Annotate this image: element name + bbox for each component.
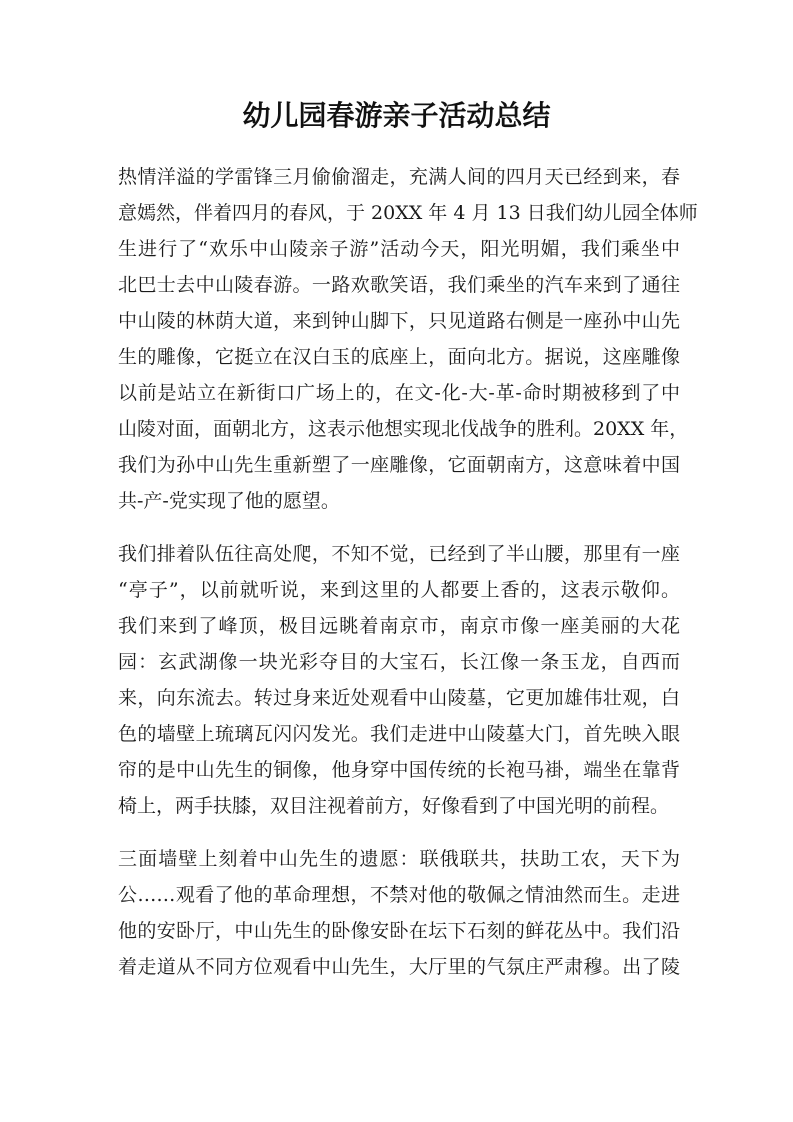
text-line: 我们来到了峰顶，极目远眺着南京市，南京市像一座美丽的大花: [118, 615, 680, 637]
text-line: 我们为孙中山先生重新塑了一座雕像，它面朝南方，这意味着中国: [118, 454, 680, 476]
document-title: 幼儿园春游亲子活动总结: [242, 99, 551, 132]
text-line: 三面墙壁上刻着中山先生的遗愿：联俄联共，扶助工农，天下为: [118, 848, 680, 870]
text-line: 生的雕像，它挺立在汉白玉的底座上，面向北方。据说，这座雕像: [118, 346, 680, 368]
text-line: 以前是站立在新街口广场上的，在文-化-大-革-命时期被移到了中: [118, 382, 680, 404]
paragraph-2: [118, 536, 680, 824]
paragraph-1: [118, 159, 698, 519]
text-line: 色的墙壁上琉璃瓦闪闪发光。我们走进中山陵墓大门，首先映入眼: [118, 723, 680, 745]
text-line: 北巴士去中山陵春游。一路欢歌笑语，我们乘坐的汽车来到了通往: [118, 274, 680, 296]
text-line: 山陵对面，面朝北方，这表示他想实现北伐战争的胜利。20XX 年，: [118, 418, 689, 440]
text-line: 我们排着队伍往高处爬，不知不觉，已经到了半山腰，那里有一座: [118, 543, 680, 565]
document-body: [118, 159, 698, 1002]
text-line: 他的安卧厅，中山先生的卧像安卧在坛下石刻的鲜花丛中。我们沿: [118, 920, 680, 942]
paragraph-3: [118, 841, 680, 985]
text-line: “亭子”，以前就听说，来到这里的人都要上香的，这表示敬仰。: [118, 579, 680, 601]
text-line: 着走道从不同方位观看中山先生，大厅里的气氛庄严肃穆。出了陵: [118, 956, 680, 978]
text-line: 中山陵的林荫大道，来到钟山脚下，只见道路右侧是一座孙中山先: [118, 310, 680, 332]
text-line: 帘的是中山先生的铜像，他身穿中国传统的长袍马褂，端坐在靠背: [118, 759, 680, 781]
text-line: 意嫣然，伴着四月的春风，于 20XX 年 4 月 13 日我们幼儿园全体师: [118, 202, 698, 224]
text-line: 共-产-党实现了他的愿望。: [118, 490, 340, 512]
text-line: 生进行了“欢乐中山陵亲子游”活动今天，阳光明媚，我们乘坐中: [118, 238, 680, 260]
text-line: 热情洋溢的学雷锋三月偷偷溜走，充满人间的四月天已经到来，春: [118, 166, 680, 188]
text-line: 来，向东流去。转过身来近处观看中山陵墓，它更加雄伟壮观，白: [118, 687, 680, 709]
text-line: 园：玄武湖像一块光彩夺目的大宝石，长江像一条玉龙，自西而: [118, 651, 680, 673]
text-line: 公……观看了他的革命理想，不禁对他的敬佩之情油然而生。走进: [118, 884, 680, 906]
text-line: 椅上，两手扶膝，双目注视着前方，好像看到了中国光明的前程。: [118, 795, 670, 817]
